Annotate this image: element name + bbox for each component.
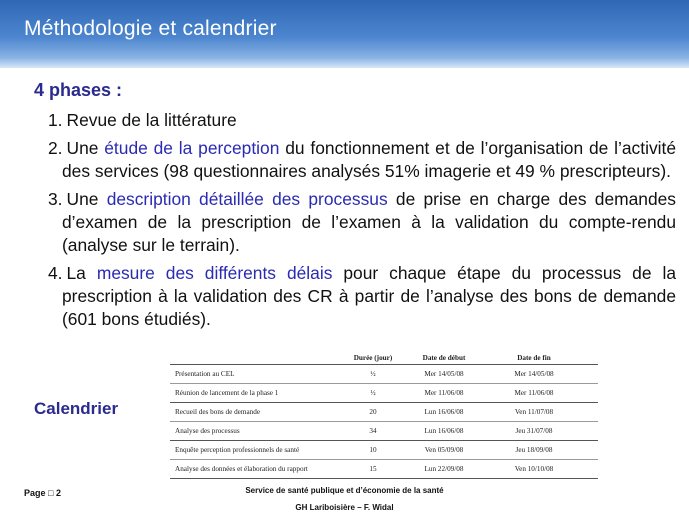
schedule-cell-duree: ½ (370, 370, 376, 378)
schedule-cell-fin: Jeu 31/07/08 (515, 427, 553, 435)
schedule-header-row (170, 340, 598, 364)
phase-item (48, 109, 676, 132)
schedule-cell-duree: 15 (369, 465, 377, 473)
phase-text: de prise en charge des demandes d’examen de la prescription de l’examen à la validation du compte-rendu (analyse sur le terrain). (62, 189, 676, 255)
schedule-table (170, 340, 598, 479)
schedule-header-duree: Durée (jour) (353, 354, 393, 362)
schedule-cell-duree: 20 (369, 408, 377, 416)
page-number: Page □ 2 (24, 488, 61, 498)
calendrier-label: Calendrier (34, 399, 119, 418)
schedule-cell-debut: Mer 11/06/08 (424, 389, 464, 397)
phase-number: 1. (48, 110, 63, 130)
phase-item (48, 188, 676, 257)
phase-item (48, 262, 676, 331)
phases-list (48, 109, 676, 336)
schedule-row (170, 460, 598, 479)
schedule-cell-task: Analyse des données et élaboration du rapport (175, 465, 308, 473)
schedule-row (170, 422, 598, 441)
phase-text: Une (66, 189, 107, 209)
phase-text: Revue de la littérature (66, 110, 237, 130)
schedule-cell-duree: ½ (370, 389, 376, 397)
schedule-cell-fin: Jeu 18/09/08 (515, 446, 553, 454)
schedule-cell-debut: Ven 05/09/08 (424, 446, 464, 454)
phase-text: pour chaque étape du processus de la prescription à la validation des CR à partir de l’analyse des bons de demande (601 bons étudiés). (62, 263, 676, 329)
phase-highlight-text: mesure des différents délais (96, 263, 333, 283)
footer-service: Service de santé publique et d’économie de la santé (245, 486, 444, 495)
schedule-cell-task: Réunion de lancement de la phase 1 (175, 389, 279, 397)
schedule-cell-task: Recueil des bons de demande (175, 408, 261, 416)
phase-item (48, 137, 676, 183)
schedule-row (170, 384, 598, 403)
schedule-cell-fin: Ven 10/10/08 (514, 465, 554, 473)
schedule-cell-task: Analyse des processus (175, 427, 240, 435)
phase-number: 4. (48, 263, 63, 283)
schedule-cell-fin: Mer 11/06/08 (514, 389, 554, 397)
schedule-cell-debut: Lun 16/06/08 (424, 408, 464, 416)
schedule-cell-debut: Lun 16/06/08 (424, 427, 464, 435)
schedule-cell-debut: Lun 22/09/08 (424, 465, 464, 473)
slide-header (0, 0, 689, 68)
schedule-header-debut: Date de début (422, 354, 466, 362)
phase-text: du fonctionnement et de l’organisation de l’activité des services (98 questionnaires analysés 51% imagerie et 49 % prescripteurs). (62, 138, 677, 181)
schedule-row (170, 403, 598, 422)
schedule-cell-fin: Ven 11/07/08 (514, 408, 554, 416)
slide-title: Méthodologie et calendrier (24, 17, 277, 40)
phase-highlight-text: description détaillée des processus (106, 189, 388, 209)
phase-highlight-text: étude de la perception (104, 138, 280, 158)
phase-text: La (66, 263, 97, 283)
schedule-cell-task: Présentation au CEL (175, 370, 235, 378)
schedule-row (170, 365, 598, 384)
schedule-body (170, 364, 598, 479)
schedule-cell-task: Enquête perception professionnels de santé (175, 446, 300, 454)
schedule-cell-duree: 10 (369, 446, 377, 454)
phase-text: Une (66, 138, 105, 158)
schedule-cell-debut: Mer 14/05/08 (424, 370, 464, 378)
footer-hospital: GH Lariboisière – F. Widal (295, 503, 394, 512)
phases-heading: 4 phases : (34, 80, 123, 100)
schedule-header-fin: Date de fin (517, 354, 551, 362)
phase-number: 3. (48, 189, 63, 209)
phase-number: 2. (48, 138, 63, 158)
schedule-row (170, 441, 598, 460)
schedule-cell-duree: 34 (369, 427, 377, 435)
schedule-cell-fin: Mer 14/05/08 (514, 370, 554, 378)
